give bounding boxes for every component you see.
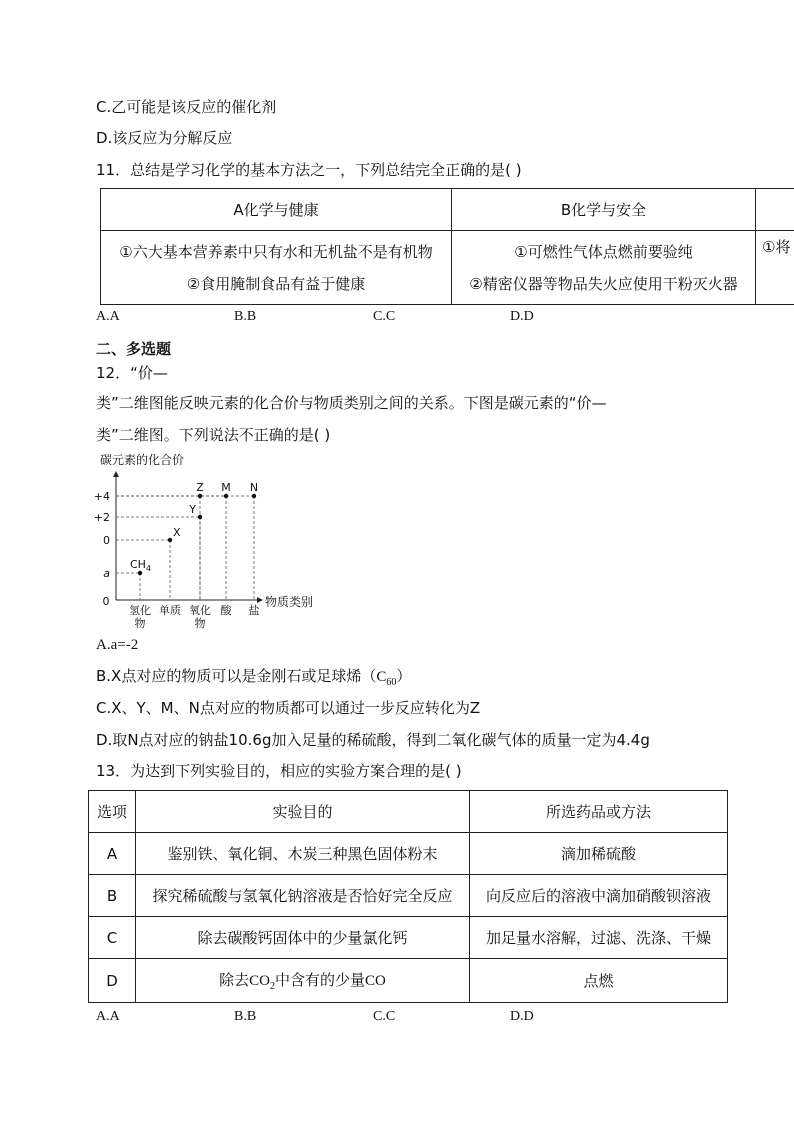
point-label-ch: $CH_4$	[130, 558, 152, 573]
point-label-y: Y	[189, 503, 196, 516]
q13-answer-c: C.C	[373, 1009, 396, 1024]
q13-table	[88, 790, 728, 1003]
point-label-x: X	[173, 526, 181, 539]
table-row	[89, 875, 728, 917]
point-label-m: M	[221, 481, 231, 494]
q11-cell-b	[452, 231, 756, 305]
q11-table	[100, 188, 794, 305]
data-point-y	[198, 515, 202, 519]
x-tick-label: 盐	[248, 604, 260, 617]
q13-stem: 13．为达到下列实验目的，相应的实验方案合理的是( )	[96, 762, 462, 780]
q12-option-b-prefix: B.X点对应的物质可以是金刚石或足球烯（	[96, 667, 377, 685]
q11-answer-c: C.C	[373, 309, 396, 324]
q10-option-c: C.乙可能是该反应的催化剂	[96, 98, 277, 116]
q11-answer-b: B.B	[234, 309, 257, 324]
q11-a-line1: ①六大基本营养素中只有水和无机盐不是有机物	[119, 242, 433, 261]
q11-c-line1: ①将	[762, 238, 791, 256]
q13-row-b-method: 向反应后的溶液中滴加硝酸钡溶液	[470, 875, 728, 917]
y-tick-label: +4	[93, 490, 110, 503]
data-point-x	[168, 538, 172, 542]
q11-answer-a: A.A	[96, 309, 120, 324]
q12-stem-line1: 12．“价—	[96, 364, 168, 382]
q12-option-a: A.a=-2	[96, 637, 139, 653]
x-tick-label: 氧化	[189, 604, 211, 617]
table-row	[89, 833, 728, 875]
q13-row-b-option: B	[89, 875, 136, 917]
q11-header-a: A化学与健康	[101, 189, 452, 231]
table-row	[89, 959, 728, 1003]
q12-option-b-suffix: ）	[396, 667, 412, 685]
x-tick-label: 酸	[220, 604, 232, 617]
q13-header-goal: 实验目的	[136, 791, 470, 833]
q11-cell-a	[101, 231, 452, 305]
q13-answer-a: A.A	[96, 1009, 120, 1024]
point-label-z: Z	[196, 481, 204, 494]
chart-y-ticks	[94, 490, 110, 580]
q13-row-c-method: 加足量水溶解，过滤、洗涤、干燥	[470, 917, 728, 959]
q11-header-c	[756, 189, 794, 231]
x-tick-label: 物	[134, 617, 146, 630]
x-tick-label: 氢化	[129, 604, 151, 617]
chart-points	[130, 481, 258, 575]
q11-b-line1: ①可燃性气体点燃前要验纯	[514, 242, 693, 261]
q12-option-b-formula: C	[376, 669, 387, 685]
q11-a-line2: ②食用腌制食品有益于健康	[186, 274, 366, 293]
q11-answers	[96, 309, 656, 327]
q11-answer-d: D.D	[510, 309, 534, 324]
q11-stem: 11．总结是学习化学的基本方法之一，下列总结完全正确的是( )	[96, 161, 522, 179]
point-label-n: N	[249, 481, 259, 494]
x-tick-label: 物	[194, 617, 206, 630]
data-point-m	[224, 494, 228, 498]
data-point-n	[252, 494, 256, 498]
q13-answer-b: B.B	[234, 1009, 257, 1024]
q13-header-option: 选项	[89, 791, 136, 833]
q13-row-d-goal-formula: CO	[249, 973, 270, 989]
x-tick-label: 单质	[159, 604, 181, 617]
q11-b-line2: ②精密仪器等物品失火应使用干粉灭火器	[469, 274, 738, 293]
q13-row-d-goal-sub: 2	[270, 981, 275, 992]
q12-option-c: C.X、Y、M、N点对应的物质都可以通过一步反应转化为Z	[96, 699, 481, 717]
q11-cell-c	[756, 231, 794, 305]
valence-category-chart	[92, 448, 332, 630]
q13-row-a-method: 滴加稀硫酸	[470, 833, 728, 875]
y-tick-label: +2	[93, 511, 110, 524]
q13-row-d-goal	[136, 959, 470, 1003]
q12-stem-line2: 类”二维图能反映元素的化合价与物质类别之间的关系。下图是碳元素的“价—	[96, 394, 607, 412]
data-point-z	[198, 494, 202, 498]
q12-option-d: D.取N点对应的钠盐10.6g加入足量的稀硫酸，得到二氧化碳气体的质量一定为4.4g	[96, 731, 650, 749]
q13-row-d-method: 点燃	[470, 959, 728, 1003]
q13-row-d-goal-suffix: 中含有的少量	[275, 971, 366, 989]
q13-answers	[96, 1009, 656, 1027]
q10-option-d: D.该反应为分解反应	[96, 129, 233, 147]
q12-option-b-sub: 60	[386, 677, 397, 688]
q13-row-a-option: A	[89, 833, 136, 875]
chart-x-label: 物质类别	[265, 595, 314, 609]
q13-row-c-option: C	[89, 917, 136, 959]
chart-origin-label: 0	[102, 595, 110, 608]
q12-option-b	[96, 666, 411, 693]
q12-stem-line3: 类”二维图。下列说法不正确的是( )	[96, 426, 331, 444]
y-tick-label: 0	[103, 534, 110, 547]
q13-row-d-goal-prefix: 除去	[219, 971, 250, 989]
chart-guides	[116, 496, 254, 600]
q13-row-d-option: D	[89, 959, 136, 1003]
section-title: 二、多选题	[96, 340, 172, 358]
chart-x-ticks	[129, 603, 260, 630]
q13-row-d-goal-co: CO	[365, 973, 386, 989]
q11-header-b: B化学与安全	[452, 189, 756, 231]
q13-row-c-goal: 除去碳酸钙固体中的少量氯化钙	[136, 917, 470, 959]
y-tick-label: a	[103, 567, 110, 580]
q13-row-a-goal: 鉴别铁、氧化铜、木炭三种黑色固体粉末	[136, 833, 470, 875]
table-row	[89, 917, 728, 959]
data-point-ch	[138, 571, 142, 575]
q13-header-method: 所选药品或方法	[470, 791, 728, 833]
q13-answer-d: D.D	[510, 1009, 534, 1024]
chart-y-label: 碳元素的化合价	[100, 453, 185, 467]
q13-row-b-goal: 探究稀硫酸与氢氧化钠溶液是否恰好完全反应	[136, 875, 470, 917]
